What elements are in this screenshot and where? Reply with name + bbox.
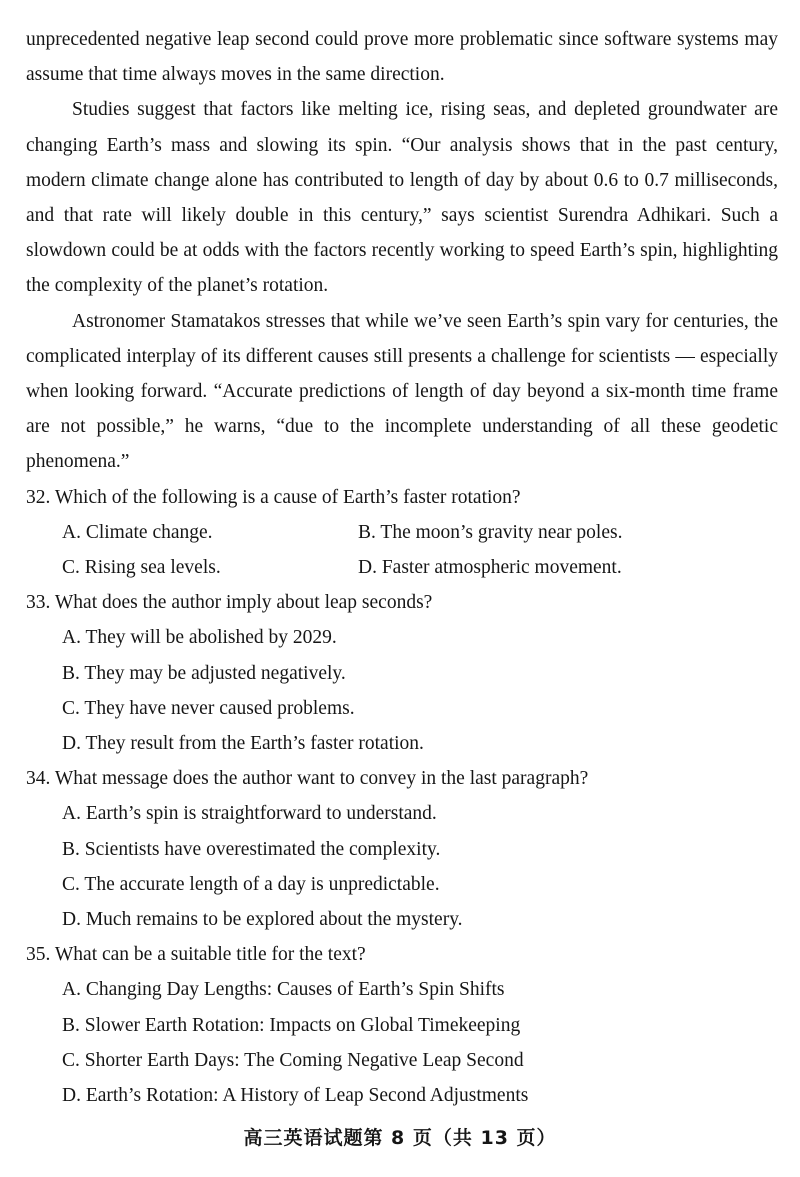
question-34 xyxy=(26,761,778,937)
question-34-option-b: B. Scientists have overestimated the complexity. xyxy=(62,838,441,860)
question-34-option-a: A. Earth’s spin is straightforward to understand. xyxy=(62,803,437,825)
question-32-options-row-2 xyxy=(26,550,778,585)
question-35-option-b: B. Slower Earth Rotation: Impacts on Global Timekeeping xyxy=(62,1014,521,1036)
question-34-option-c: C. The accurate length of a day is unpredictable. xyxy=(62,873,440,895)
passage-paragraph-1-continued: unprecedented negative leap second could prove more problematic since software systems may assume that time always moves in the same direction. xyxy=(26,29,778,86)
question-32-options-row-1 xyxy=(26,515,778,550)
question-33 xyxy=(26,585,778,761)
question-32-option-a: A. Climate change. xyxy=(62,521,213,543)
question-33-stem: 33. What does the author imply about leap seconds? xyxy=(26,592,433,614)
question-32-option-d: D. Faster atmospheric movement. xyxy=(358,557,622,579)
question-34-stem: 34. What message does the author want to convey in the last paragraph? xyxy=(26,768,589,790)
question-33-option-d: D. They result from the Earth’s faster rotation. xyxy=(62,733,424,755)
question-33-option-a: A. They will be abolished by 2029. xyxy=(62,627,337,649)
question-35-stem: 35. What can be a suitable title for the text? xyxy=(26,944,366,966)
question-35 xyxy=(26,937,778,1113)
question-35-option-d: D. Earth’s Rotation: A History of Leap Second Adjustments xyxy=(62,1085,529,1107)
question-34-option-d: D. Much remains to be explored about the mystery. xyxy=(62,909,463,931)
question-32 xyxy=(26,480,778,586)
question-32-stem: 32. Which of the following is a cause of Earth’s faster rotation? xyxy=(26,486,521,508)
exam-page xyxy=(26,22,778,1113)
page-footer: 高三英语试题第 8 页（共 13 页） xyxy=(243,1127,557,1149)
passage-paragraph-3: Astronomer Stamatakos stresses that while we’ve seen Earth’s spin vary for centuries, the complicated interplay of its different causes still presents a challenge for scientists — especially when looking forward. “Accurate predictions of length of day beyond a six-month time frame are not possible,” he warns, “due to the incomplete understanding of all these geodetic phenomena.” xyxy=(26,310,778,473)
question-32-option-c: C. Rising sea levels. xyxy=(62,557,221,579)
passage-paragraph-2: Studies suggest that factors like melting ice, rising seas, and depleted groundwater are changing Earth’s mass and slowing its spin. “Our analysis shows that in the past century, modern climate change alone has contributed to length of day by about 0.6 to 0.7 milliseconds, and that rate will likely double in this century,” says scientist Surendra Adhikari. Such a slowdown could be at odds with the factors recently working to speed Earth’s spin, highlighting the complexity of the planet’s rotation. xyxy=(26,99,778,297)
question-33-option-b: B. They may be adjusted negatively. xyxy=(62,662,346,684)
question-32-option-b: B. The moon’s gravity near poles. xyxy=(358,521,623,543)
question-35-option-c: C. Shorter Earth Days: The Coming Negative Leap Second xyxy=(62,1049,524,1071)
question-35-option-a: A. Changing Day Lengths: Causes of Earth’s Spin Shifts xyxy=(62,979,505,1001)
question-33-option-c: C. They have never caused problems. xyxy=(62,697,355,719)
